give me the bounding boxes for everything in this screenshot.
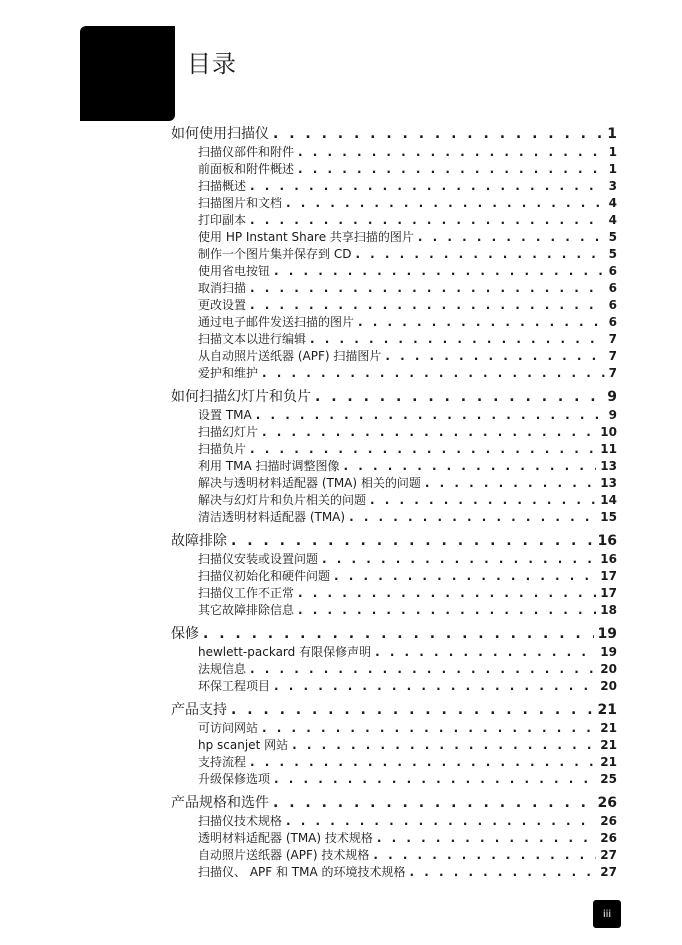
toc-subentry-page-number: 10 (600, 425, 617, 439)
toc-subentry-page-number: 13 (600, 476, 617, 490)
toc-section (171, 793, 617, 881)
toc-section (171, 624, 617, 695)
leader-dots (315, 387, 603, 407)
toc-chapter-entry-title: 产品支持 (171, 702, 227, 718)
leader-dots (292, 737, 596, 754)
toc-subentry-page-number: 6 (608, 315, 617, 329)
toc-subentry[interactable] (171, 661, 617, 678)
leader-dots (355, 246, 604, 263)
leader-dots (262, 720, 596, 737)
leader-dots (256, 407, 605, 424)
toc-subentry[interactable] (171, 246, 617, 263)
toc-subentry-title: 法规信息 (198, 662, 247, 676)
leader-dots (410, 864, 597, 881)
leader-dots (375, 644, 596, 661)
toc-subentry[interactable] (171, 331, 617, 348)
toc-subentry[interactable] (171, 492, 617, 509)
toc-chapter-entry-page-number: 21 (597, 702, 617, 718)
toc-subentry-page-number: 17 (600, 569, 617, 583)
toc-subentry-page-number: 3 (608, 179, 617, 193)
leader-dots (385, 348, 604, 365)
toc-subentry[interactable] (171, 551, 617, 568)
toc-subentry-page-number: 7 (608, 332, 617, 346)
leader-dots (370, 492, 596, 509)
leader-dots (231, 531, 594, 551)
toc-subentry-title: 解决与幻灯片和负片相关的问题 (198, 493, 367, 507)
toc-subentry-title: 扫描负片 (198, 442, 247, 456)
leader-dots (298, 602, 596, 619)
leader-dots (262, 424, 596, 441)
toc-chapter-entry[interactable] (171, 124, 617, 144)
leader-dots (358, 314, 605, 331)
leader-dots (322, 551, 596, 568)
leader-dots (203, 624, 594, 644)
toc-subentry-page-number: 6 (608, 281, 617, 295)
toc-subentry-title: 使用省电按钮 (198, 264, 271, 278)
toc-subentry[interactable] (171, 602, 617, 619)
toc-subentry-title: 解决与透明材料适配器 (TMA) 相关的问题 (198, 476, 421, 490)
toc-subentry[interactable] (171, 568, 617, 585)
toc-subentry-page-number: 1 (608, 145, 617, 159)
toc-chapter-entry-page-number: 19 (597, 626, 617, 642)
chapter-tab-block (80, 26, 175, 121)
toc-subentry[interactable] (171, 263, 617, 280)
toc-subentry-page-number: 5 (608, 247, 617, 261)
toc-subentry-title: 扫描仪安装或设置问题 (198, 552, 319, 566)
toc-chapter-entry-title: 故障排除 (171, 533, 227, 549)
leader-dots (298, 161, 605, 178)
toc-subentry[interactable] (171, 161, 617, 178)
toc-subentry[interactable] (171, 297, 617, 314)
toc-subentry[interactable] (171, 644, 617, 661)
leader-dots (250, 754, 596, 771)
toc-subentry[interactable] (171, 509, 617, 526)
toc-subentry-page-number: 13 (600, 459, 617, 473)
toc-subentry[interactable] (171, 771, 617, 788)
leader-dots (298, 585, 596, 602)
toc-subentry-page-number: 7 (608, 366, 617, 380)
toc-subentry-title: 扫描仪技术规格 (198, 814, 283, 828)
toc-chapter-entry-page-number: 1 (607, 126, 617, 142)
toc-subentry-page-number: 27 (600, 848, 617, 862)
toc-subentry[interactable] (171, 830, 617, 847)
leader-dots (349, 509, 596, 526)
toc-section (171, 124, 617, 382)
toc-subentry[interactable] (171, 280, 617, 297)
toc-subentry[interactable] (171, 847, 617, 864)
toc-subentry-page-number: 19 (600, 645, 617, 659)
toc-subentry[interactable] (171, 365, 617, 382)
toc-subentry[interactable] (171, 585, 617, 602)
leader-dots (250, 178, 605, 195)
toc-subentry-page-number: 15 (600, 510, 617, 524)
toc-subentry-page-number: 7 (608, 349, 617, 363)
toc-subentry-title: 自动照片送纸器 (APF) 技术规格 (198, 848, 370, 862)
toc-subentry-page-number: 4 (608, 213, 617, 227)
leader-dots (274, 678, 596, 695)
toc-subentry-title: 扫描幻灯片 (198, 425, 259, 439)
toc-subentry-page-number: 18 (600, 603, 617, 617)
toc-subentry-title: 制作一个图片集并保存到 CD (198, 247, 352, 261)
toc-subentry-page-number: 9 (608, 408, 617, 422)
toc-chapter-entry-title: 如何扫描幻灯片和负片 (171, 389, 311, 405)
toc-subentry-page-number: 26 (600, 831, 617, 845)
toc-subentry-page-number: 5 (608, 230, 617, 244)
leader-dots (373, 847, 596, 864)
toc-subentry[interactable] (171, 441, 617, 458)
toc-subentry-title: 扫描图片和文档 (198, 196, 283, 210)
toc-subentry-page-number: 21 (600, 755, 617, 769)
toc-subentry-title: 扫描文本以进行编辑 (198, 332, 307, 346)
toc-chapter-entry[interactable] (171, 700, 617, 720)
leader-dots (286, 813, 596, 830)
toc-subentry-page-number: 14 (600, 493, 617, 507)
toc-subentry-title: 设置 TMA (198, 408, 252, 422)
toc-subentry-title: 从自动照片送纸器 (APF) 扫描图片 (198, 349, 382, 363)
toc-subentry-title: 使用 HP Instant Share 共享扫描的图片 (198, 230, 414, 244)
toc-subentry-page-number: 1 (608, 162, 617, 176)
toc-subentry-page-number: 20 (600, 679, 617, 693)
toc-subentry-title: 可访问网站 (198, 721, 259, 735)
leader-dots (250, 661, 596, 678)
toc-subentry-title: 升级保修选项 (198, 772, 271, 786)
toc-subentry-page-number: 25 (600, 772, 617, 786)
toc-subentry-page-number: 26 (600, 814, 617, 828)
toc-subentry[interactable] (171, 229, 617, 246)
toc-subentry-title: 爱护和维护 (198, 366, 259, 380)
toc-subentry-page-number: 17 (600, 586, 617, 600)
leader-dots (298, 144, 605, 161)
toc-subentry[interactable] (171, 407, 617, 424)
page-title: 目录 (187, 50, 237, 79)
toc-chapter-entry-title: 产品规格和选件 (171, 795, 269, 811)
toc-subentry[interactable] (171, 864, 617, 881)
toc-subentry[interactable] (171, 720, 617, 737)
toc-chapter-entry-title: 保修 (171, 626, 199, 642)
toc-chapter-entry[interactable] (171, 793, 617, 813)
toc-subentry-page-number: 6 (608, 298, 617, 312)
toc-subentry[interactable] (171, 314, 617, 331)
toc-chapter-entry[interactable] (171, 624, 617, 644)
toc-subentry-page-number: 20 (600, 662, 617, 676)
leader-dots (231, 700, 594, 720)
leader-dots (273, 124, 603, 144)
toc-subentry-page-number: 6 (608, 264, 617, 278)
toc-subentry-title: hp scanjet 网站 (198, 738, 289, 752)
toc-subentry-title: 打印副本 (198, 213, 247, 227)
page-number-badge: iii (593, 900, 621, 928)
toc-subentry-title: 扫描仪工作不正常 (198, 586, 295, 600)
toc-subentry-title: 前面板和附件概述 (198, 162, 295, 176)
toc-subentry-title: 取消扫描 (198, 281, 247, 295)
toc-subentry[interactable] (171, 195, 617, 212)
toc-subentry[interactable] (171, 144, 617, 161)
toc-subentry-title: 更改设置 (198, 298, 247, 312)
toc-chapter-entry-page-number: 16 (597, 533, 617, 549)
leader-dots (310, 331, 605, 348)
toc-section (171, 700, 617, 788)
toc-chapter-entry[interactable] (171, 387, 617, 407)
toc-subentry-title: 支持流程 (198, 755, 247, 769)
toc-subentry[interactable] (171, 678, 617, 695)
toc-subentry-title: 扫描仪、 APF 和 TMA 的环境技术规格 (198, 865, 406, 879)
toc-subentry[interactable] (171, 737, 617, 754)
leader-dots (274, 263, 605, 280)
leader-dots (334, 568, 596, 585)
toc-chapter-entry-title: 如何使用扫描仪 (171, 126, 269, 142)
toc-subentry[interactable] (171, 348, 617, 365)
toc-subentry[interactable] (171, 178, 617, 195)
toc-subentry-page-number: 4 (608, 196, 617, 210)
toc-section (171, 531, 617, 619)
leader-dots (250, 280, 605, 297)
leader-dots (425, 475, 596, 492)
toc-subentry-title: 扫描概述 (198, 179, 247, 193)
toc-chapter-entry-page-number: 9 (607, 389, 617, 405)
leader-dots (262, 365, 605, 382)
toc-subentry-title: 环保工程项目 (198, 679, 271, 693)
toc-subentry-title: 其它故障排除信息 (198, 603, 295, 617)
leader-dots (250, 441, 596, 458)
toc-chapter-entry-page-number: 26 (597, 795, 617, 811)
toc-subentry-page-number: 27 (600, 865, 617, 879)
toc-subentry[interactable] (171, 458, 617, 475)
toc-subentry-page-number: 21 (600, 721, 617, 735)
toc-subentry-page-number: 11 (600, 442, 617, 456)
leader-dots (344, 458, 597, 475)
table-of-contents (171, 124, 617, 886)
leader-dots (273, 793, 594, 813)
toc-subentry-title: 清洁透明材料适配器 (TMA) (198, 510, 346, 524)
leader-dots (286, 195, 605, 212)
leader-dots (250, 297, 605, 314)
toc-subentry[interactable] (171, 212, 617, 229)
toc-subentry-title: 透明材料适配器 (TMA) 技术规格 (198, 831, 373, 845)
leader-dots (377, 830, 596, 847)
toc-subentry-title: 扫描仪初始化和硬件问题 (198, 569, 331, 583)
toc-subentry-title: 通过电子邮件发送扫描的图片 (198, 315, 355, 329)
leader-dots (250, 212, 605, 229)
leader-dots (274, 771, 596, 788)
toc-subentry-title: hewlett-packard 有限保修声明 (198, 645, 372, 659)
toc-chapter-entry[interactable] (171, 531, 617, 551)
leader-dots (418, 229, 605, 246)
toc-subentry-title: 扫描仪部件和附件 (198, 145, 295, 159)
toc-subentry[interactable] (171, 424, 617, 441)
toc-subentry[interactable] (171, 813, 617, 830)
toc-section (171, 387, 617, 526)
toc-subentry-page-number: 21 (600, 738, 617, 752)
toc-subentry[interactable] (171, 475, 617, 492)
toc-subentry-title: 利用 TMA 扫描时调整图像 (198, 459, 340, 473)
toc-subentry-page-number: 16 (600, 552, 617, 566)
toc-subentry[interactable] (171, 754, 617, 771)
